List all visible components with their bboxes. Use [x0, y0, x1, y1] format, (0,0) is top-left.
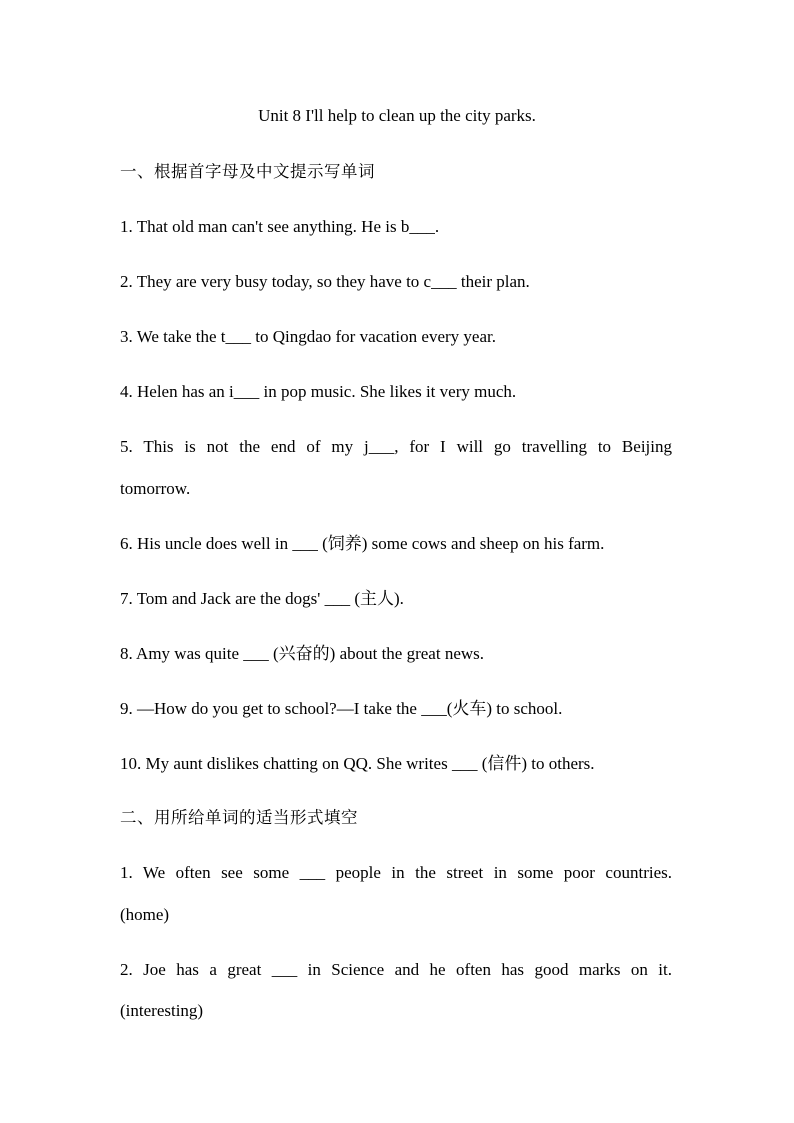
question-1: 1. That old man can't see anything. He is b___. — [120, 217, 440, 236]
question-7: 7. Tom and Jack are the dogs' ___ (主人). — [120, 589, 404, 608]
page-title: Unit 8 I'll help to clean up the city parks. — [258, 106, 536, 125]
question-3: 3. We take the t___ to Qingdao for vacation every year. — [120, 327, 496, 346]
section-heading-2: 二、用所给单词的适当形式填空 — [120, 808, 358, 827]
question-10: 10. My aunt dislikes chatting on QQ. She writes ___ (信件) to others. — [120, 754, 595, 773]
question-5: 5. This is not the end of my j___, for I will go travelling to Beijing — [120, 437, 672, 456]
question-2-1: 1. We often see some ___ people in the street in some poor countries. — [120, 863, 672, 882]
question-2: 2. They are very busy today, so they have to c___ their plan. — [120, 272, 530, 291]
question-2-2: 2. Joe has a great ___ in Science and he often has good marks on it. — [120, 960, 672, 979]
question-2-1-hint: (home) — [120, 905, 170, 924]
question-2-2-hint: (interesting) — [120, 1001, 204, 1020]
question-6: 6. His uncle does well in ___ (饲养) some cows and sheep on his farm. — [120, 534, 605, 553]
question-5-continued: tomorrow. — [120, 479, 191, 498]
question-9: 9. —How do you get to school?—I take the ___(火车) to school. — [120, 699, 563, 718]
section-heading-1: 一、根据首字母及中文提示写单词 — [120, 162, 375, 181]
question-8: 8. Amy was quite ___ (兴奋的) about the great news. — [120, 644, 485, 663]
question-4: 4. Helen has an i___ in pop music. She likes it very much. — [120, 382, 517, 401]
